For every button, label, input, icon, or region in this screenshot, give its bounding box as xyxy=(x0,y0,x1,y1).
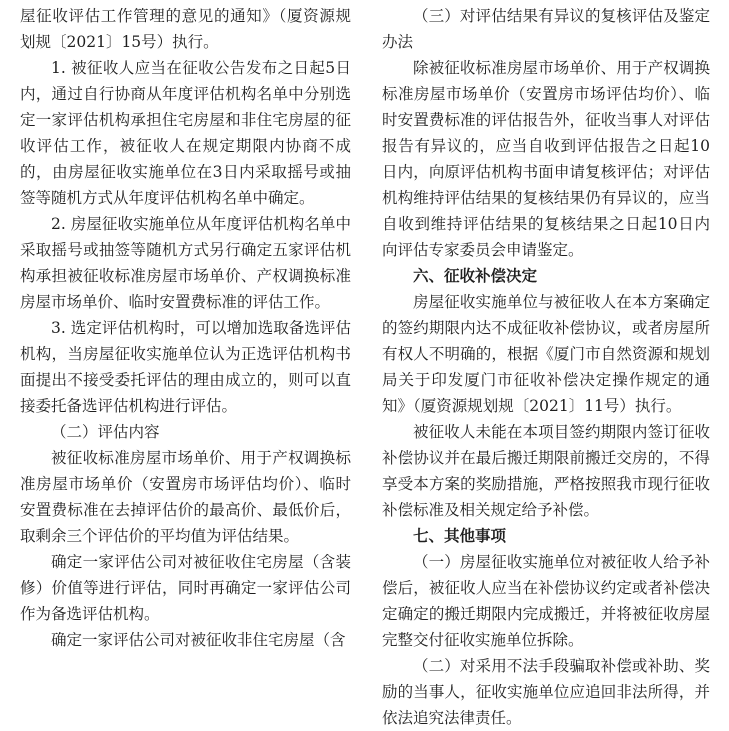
paragraph-item-3: 3. 选定评估机构时，可以增加选取备选评估机构，当房屋征收实施单位认为正选评估机构书面提出不接受委托评估的理由成立的，则可以直接委托备选评估机构进行评估。 xyxy=(20,319,351,415)
paragraph-continuation: 屋征收评估工作管理的意见的通知》（厦资源规划规〔2021〕15号）执行。 xyxy=(20,7,351,51)
right-column xyxy=(382,0,710,731)
paragraph-nonresidential-evaluation: 确定一家评估公司对被征收非住宅房屋（含 xyxy=(51,631,346,649)
left-column xyxy=(20,0,351,653)
subheading-evaluation-content: （二）评估内容 xyxy=(51,423,160,441)
paragraph-fraud-recovery: （二）对采用不法手段骗取补偿或补助、奖励的当事人，征收实施单位应追回非法所得，并依法追究法律责任。 xyxy=(382,657,710,727)
section-heading-compensation-decision: 六、征收补偿决定 xyxy=(413,266,538,285)
paragraph-relocation-deadline: （一）房屋征收实施单位对被征收人给予补偿后，被征收人应当在补偿协议约定或者补偿决定确定的搬迁期限内完成搬迁，并将被征收房屋完整交付征收实施单位拆除。 xyxy=(382,553,710,649)
paragraph-review-procedure: 除被征收标准房屋市场单价、用于产权调换标准房屋市场单价（安置房市场评估均价）、临时安置费标准的评估报告外，征收当事人对评估报告有异议的，应当自收到评估报告之日起10日内，向原评估机构书面申请复核评估；对评估机构维持评估结果的复核结果仍有异议的，应当自收到维持评估结果的复核结果之日起10日内向评估专家委员会申请鉴定。 xyxy=(382,59,710,259)
paragraph-no-incentive: 被征收人未能在本项目签约期限内签订征收补偿协议并在最后搬迁期限前搬迁交房的，不得享受本方案的奖励措施，严格按照我市现行征收补偿标准及相关规定给予补偿。 xyxy=(382,423,710,519)
paragraph-residential-evaluation: 确定一家评估公司对被征收住宅房屋（含装修）价值等进行评估，同时再确定一家评估公司作为备选评估机构。 xyxy=(20,553,351,623)
paragraph-item-1: 1. 被征收人应当在征收公告发布之日起5日内，通过自行协商从年度评估机构名单中分别选定一家评估机构承担住宅房屋和非住宅房屋的征收评估工作，被征收人在规定期限内协商不成的，由房屋征收实施单位在3日内采取摇号或抽签等随机方式从年度评估机构名单中确定。 xyxy=(20,59,351,207)
section-heading-other-matters: 七、其他事项 xyxy=(413,526,507,545)
subheading-review-appraisal: （三）对评估结果有异议的复核评估及鉴定办法 xyxy=(382,7,710,51)
paragraph-compensation-decision: 房屋征收实施单位与被征收人在本方案确定的签约期限内达不成征收补偿协议，或者房屋所有权人不明确的，根据《厦门市自然资源和规划局关于印发厦门市征收补偿决定操作规定的通知》（厦资源规划规〔2021〕11号）执行。 xyxy=(382,293,710,415)
paragraph-evaluation-result: 被征收标准房屋市场单价、用于产权调换标准房屋市场单价（安置房市场评估均价）、临时安置费标准在去掉评估价的最高价、最低价后，取剩余三个评估价的平均值为评估结果。 xyxy=(20,449,351,545)
paragraph-item-2: 2. 房屋征收实施单位从年度评估机构名单中采取摇号或抽签等随机方式另行确定五家评估机构承担被征收标准房屋市场单价、产权调换标准房屋市场单价、临时安置费标准的评估工作。 xyxy=(20,215,351,311)
